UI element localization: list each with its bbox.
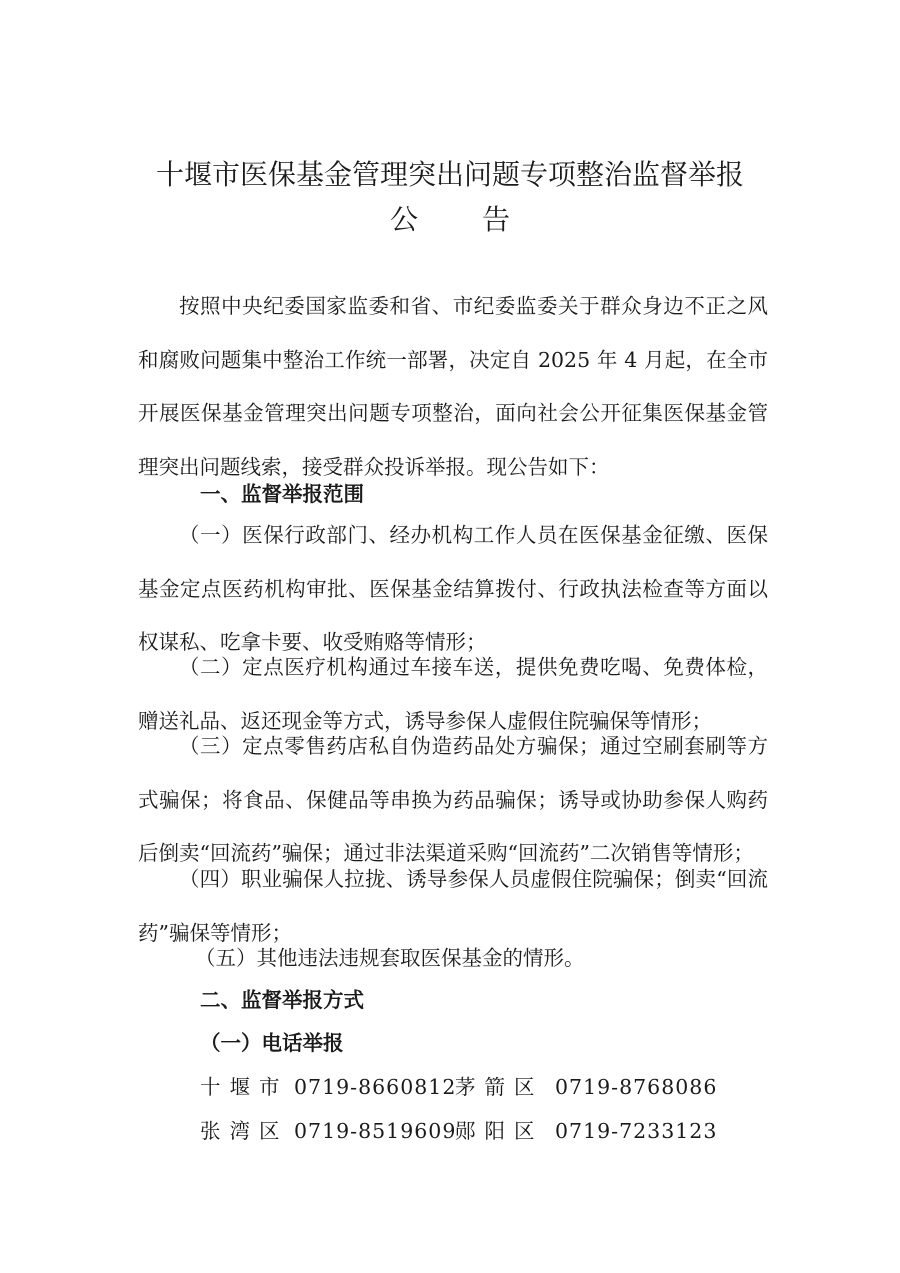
scope-item-3: （三）定点零售药店私自伪造药品处方骗保；通过空刷套刷等方式骗保；将食品、保健品等串换为药品骗保；诱导或协助参保人购药后倒卖“回流药”骗保；通过非法渠道采购“回流药”二次销售等情形；: [138, 734, 768, 865]
phone-number: 0719-8768086: [555, 1075, 718, 1099]
subtitle-char-1: 公: [389, 203, 418, 236]
section-heading-scope: 一、监督举报范围: [200, 482, 364, 506]
intro-paragraph: 按照中央纪委国家监委和省、市纪委监委关于群众身边不正之风和腐败问题集中整治工作统一部署，决定自 2025 年 4 月起，在全市开展医保基金管理突出问题专项整治，面向社会公开征集医保基金管理突出问题线索，接受群众投诉举报。现公告如下：: [138, 294, 768, 479]
district-name: 郧阳区: [455, 1119, 544, 1143]
scope-item-5: （五）其他违法违规套取医保基金的情形。: [195, 946, 585, 970]
scope-item-1: （一）医保行政部门、经办机构工作人员在医保基金征缴、医保基金定点医药机构审批、医保基金结算拨付、行政执法检查等方面以权谋私、吃拿卡要、收受贿赂等情形；: [138, 523, 768, 654]
scope-item-4: （四）职业骗保人拉拢、诱导参保人员虚假住院骗保；倒卖“回流药”骗保等情形；: [138, 867, 768, 945]
phone-number: 0719-7233123: [555, 1119, 718, 1143]
scope-item-2: （二）定点医疗机构通过车接车送，提供免费吃喝、免费体检，赠送礼品、返还现金等方式，诱导参保人虚假住院骗保等情形；: [138, 655, 768, 733]
phone-number: 0719-8519609: [294, 1119, 457, 1143]
district-name: 茅箭区: [455, 1075, 544, 1099]
document-subtitle: [0, 200, 900, 240]
phone-number: 0719-8660812: [294, 1075, 457, 1099]
document-title: 十堰市医保基金管理突出问题专项整治监督举报: [155, 158, 744, 191]
subtitle-char-2: 告: [482, 203, 511, 236]
subsection-heading-phone: （一）电话举报: [200, 1031, 344, 1055]
district-name: 十堰市: [200, 1075, 289, 1099]
district-name: 张湾区: [200, 1119, 289, 1143]
section-heading-methods: 二、监督举报方式: [200, 988, 364, 1012]
